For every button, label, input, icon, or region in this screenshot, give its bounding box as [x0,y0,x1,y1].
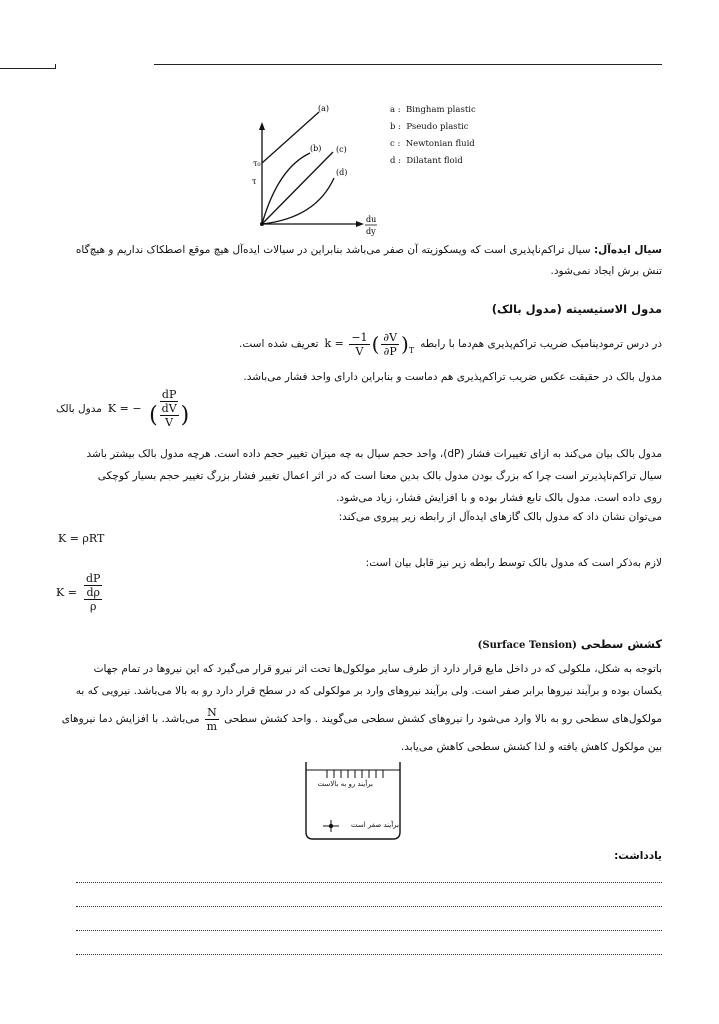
x-label-den: dy [366,227,376,236]
note-line[interactable] [76,882,662,883]
bulk-inverse-text: مدول بالک در حقیقت عکس ضریب تراکم‌پذیری هم دماست و بنابراین دارای واحد فشار می‌باشد. [243,371,662,383]
notes-title: یادداشت: [614,850,662,862]
bulk-line: روی داده است. مدول بالک تابع فشار بوده و با افزایش فشار، زیاد می‌شود. [336,492,662,504]
header-rule [154,64,662,65]
ideal-fluid-line: سیال ایده‌آل: سیال تراکم‌ناپذیری است که ویسکوزیته آن صفر می‌باشد بنابراین در سیالات ایده‌آل هیچ موقع اصطکاک نداریم و هیچ‌گاه [75,244,662,256]
beaker-bottom-label: برآیند صفر است [351,821,399,829]
ideal-fluid-line: تنش برش ایجاد نمی‌شود. [550,265,662,277]
bulk-formula: مدول بالک K = − dP ( $\frac{dV}{V}$ ) [56,388,190,429]
legend-item: a : Bingham plastic [390,105,476,115]
ideal-fluid-title: سیال ایده‌آل: [593,244,662,256]
bulk-line: سیال تراکم‌ناپذیرتر است چرا که بزرگ بودن مدول بالک بدین معنا است که در اثر اعمال تغییر فشار بزرگ تغییر حجم بسیار کوچکی [97,470,662,482]
legend-item: b : Pseudo plastic [390,122,469,132]
surface-line: بین مولکول کاهش یافته و لذا کشش سطحی کاهش می‌یابد. [400,741,662,753]
curve-newtonian [262,152,333,224]
beaker-svg [303,760,403,842]
curve-pseudo [262,153,310,224]
surface-line: مولکول‌های سطحی رو به بالا وارد می‌شود را نیروهای کشش سطحی می‌گویند . واحد کشش سطحی $\frac{N}{m}$ می‌باشد. با افزایش دما نیروهای [61,705,662,733]
surface-line: باتوجه به شکل، ملکولی که در داخل مایع قرار دارد از طرف سایر مولکول‌ها تحت اثر نیرو قرار می‌گیرد که این نیروها در تمام جهات [93,663,662,675]
corner-mark [0,68,56,69]
compressibility-def: در درس ترمودینامیک ضریب تراکم‌پذیری هم‌دما با رابطه k = $\frac{-1}{V}$ ( $\frac{\partial V}{\partial P}$ ) $_T$ تعریف شده است. [239,330,662,358]
note-line[interactable] [76,906,662,907]
surface-paragraph [50,658,662,758]
curve-dilatant [262,178,334,224]
tau0-label: τ₀ [253,159,261,168]
ideal-fluid-para [50,240,662,282]
label-d: (d) [336,168,348,177]
x-label-num: du [366,215,377,224]
density-text: لازم به‌ذکر است که مدول بالک توسط رابطه زیر نیز قابل بیان است: [365,557,662,569]
bulk-line: مدول بالک بیان می‌کند به ازای تغییرات فشار (dP)، واحد حجم سیال به چه میزان تغییر حجم داده است. هرچه مدول بالک بیشتر باشد [86,448,662,460]
graph-legend [390,102,510,170]
label-a: (a) [318,104,330,113]
surface-heading: کشش سطحی (Surface Tension) [477,637,662,651]
legend-item: d : Dilatant floid [390,156,463,166]
label-b: (b) [310,144,322,153]
surface-unit: $\frac{N}{m}$ [206,705,218,733]
beaker-top-label: برآیند رو به بالاست [317,780,373,788]
surface-line: یکسان بوده و برآیند نیروها برابر صفر است. ولی برآیند نیروهای وارد بر مولکولی که در سطح قرار دارد رو به بالا می‌باشد. نیرویی که به [75,685,662,697]
corner-mark-tick [55,64,56,69]
label-c: (c) [336,145,347,154]
rheology-graph [246,100,386,238]
rheology-graph-svg [246,100,386,238]
bulk-formula-label: مدول بالک [56,402,102,415]
beaker-figure [303,760,403,842]
note-line[interactable] [76,954,662,955]
bulk-paragraph [50,443,662,525]
bulk-line: می‌توان نشان داد که مدول بالک گازهای ایده‌آل از رابطه زیر پیروی می‌کند: [338,511,662,523]
ideal-gas-formula: K = ρRT [58,532,105,545]
compressibility-formula: k = $\frac{-1}{V}$ ( $\frac{\partial V}{\partial P}$ ) $_T$ [324,330,415,358]
density-formula: K = $\frac{dP}{\frac{d\rho}{\rho}}$ [56,572,101,613]
legend-item: c : Newtonian fluid [390,139,475,149]
bulk-heading: مدول الاستیسیته (مدول بالک) [491,302,662,316]
curve-bingham [262,112,322,163]
tau-label: τ [252,177,257,186]
note-line[interactable] [76,930,662,931]
